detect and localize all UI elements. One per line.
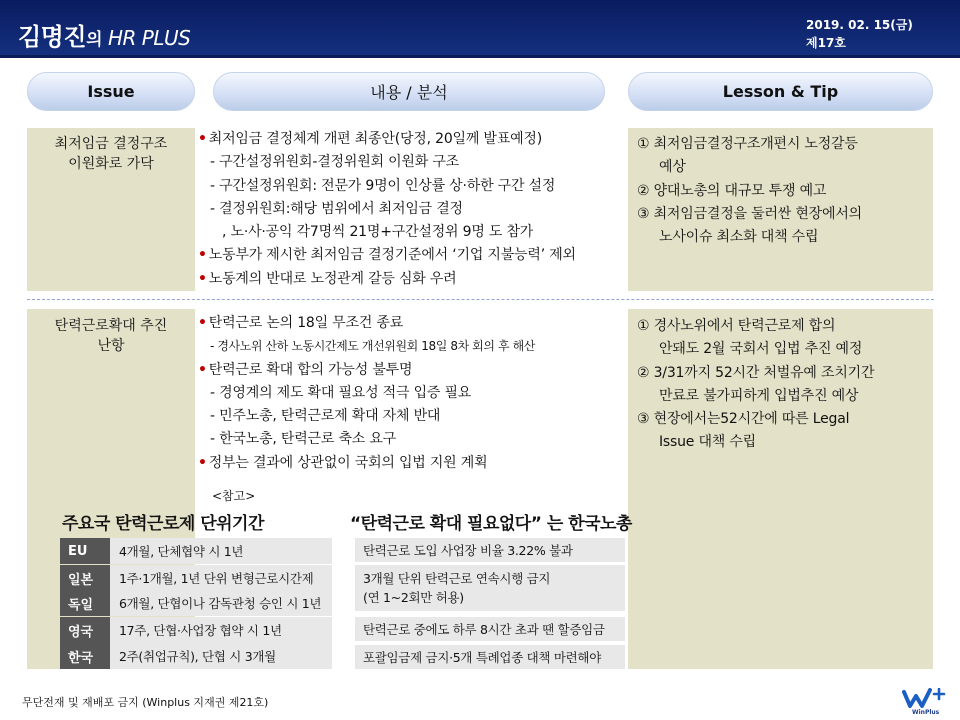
lesson-line: ② 3/31까지 52시간 처벌유예 조치기간: [637, 364, 875, 381]
country-cell: 한국: [60, 643, 110, 669]
lesson-line: 노사이슈 최소화 대책 수립: [659, 229, 819, 246]
period-cell: 17주, 단협·사업장 협약 시 1년: [119, 623, 282, 638]
period-cell: 6개월, 단협이나 감독관청 승인 시 1년: [119, 596, 322, 611]
country-row: [60, 538, 332, 564]
newsletter-title: [18, 17, 190, 52]
issue-line: 난항: [97, 338, 125, 354]
union-point: 탄력근로 도입 사업장 비율 3.22% 불과: [355, 538, 625, 562]
lesson-line: 예상: [659, 159, 686, 176]
analysis-line: - 한국노총, 탄력근로 축소 요구: [210, 431, 396, 448]
column-header-analysis: 내용 / 분석: [213, 72, 605, 111]
country-row: [60, 590, 332, 616]
country-cell: EU: [60, 538, 110, 564]
bullet-icon: •: [198, 270, 207, 287]
analysis-line: • 최저임금 결정체계 개편 최종안(당정, 20일께 발표예정): [198, 131, 542, 147]
period-cell: 1주·1개월, 1년 단위 변형근로시간제: [119, 571, 314, 586]
country-row: [60, 617, 332, 643]
country-table-title: 주요국 탄력근로제 단위기간: [62, 514, 264, 534]
brand-name: HR PLUS: [108, 26, 191, 50]
header-bar: [0, 0, 960, 58]
copyright-notice: 무단전재 및 재배포 금지 (Winplus 지재권 제21호): [22, 696, 269, 709]
analysis-line: - 결정위원회:해당 범위에서 최저임금 결정: [210, 200, 463, 217]
country-row: [60, 565, 332, 591]
analysis-line: • 탄력근로 논의 18일 무조건 종료: [198, 315, 404, 331]
lesson-list-2: [637, 315, 874, 455]
lesson-line: ③ 현장에서는52시간에 따른 Legal: [637, 411, 850, 428]
bullet-icon: •: [198, 131, 207, 147]
analysis-1: [198, 128, 576, 291]
bullet-icon: •: [198, 315, 207, 331]
title-particle: 의: [86, 30, 102, 50]
column-header-lesson: Lesson & Tip: [628, 72, 933, 111]
issue-date-block: [806, 16, 913, 52]
union-point: 포괄임금제 금지·5개 특례업종 대책 마련해야: [355, 645, 625, 669]
bullet-icon: •: [198, 361, 207, 378]
lesson-line: 안돼도 2월 국회서 입법 추진 예정: [659, 341, 863, 358]
column-header-issue: Issue: [27, 72, 195, 111]
svg-text:WinPlus: WinPlus: [912, 709, 940, 716]
reference-label: <참고>: [212, 489, 256, 503]
analysis-line: • 정부는 결과에 상관없이 국회의 입법 지원 계획: [198, 454, 488, 471]
lesson-line: ① 경사노위에서 탄력근로제 합의: [637, 318, 836, 334]
lesson-line: ① 최저임금결정구조개편시 노정갈등: [637, 136, 858, 152]
issue-line: 최저임금 결정구조: [54, 136, 168, 152]
reference-tables: [60, 503, 632, 673]
union-table-title: “탄력근로 확대 필요없다” 는 한국노총: [350, 514, 632, 534]
lesson-line: 만료로 불가피하게 입법추진 예상: [659, 387, 859, 404]
lesson-line: Issue 대책 수립: [659, 434, 756, 451]
winplus-logo-icon: [900, 688, 950, 716]
analysis-line: • 노동부가 제시한 최저임금 결정기준에서 ‘기업 지불능력’ 제외: [198, 247, 576, 264]
analysis-line: - 경영계의 제도 확대 필요성 적극 입증 필요: [210, 384, 472, 401]
author-name: 김명진: [18, 23, 87, 51]
issue-number: 제17호: [806, 36, 846, 50]
issue-line: 이원화로 가닥: [68, 156, 154, 172]
union-point: 3개월 단위 탄력근로 연속시행 금지 (연 1~2회만 허용): [355, 565, 625, 611]
lesson-line: ② 양대노총의 대규모 투쟁 예고: [637, 182, 827, 199]
country-cell: 독일: [60, 590, 110, 616]
analysis-line: - 구간설정위원회-결정위원회 이원화 구조: [210, 154, 459, 171]
section-divider: [27, 299, 934, 300]
issue-text-1: [27, 134, 195, 174]
issue-text-2: [27, 316, 195, 356]
period-cell: 4개월, 단체협약 시 1년: [119, 544, 244, 559]
country-cell: 영국: [60, 617, 110, 643]
analysis-line: - 구간설정위원회: 전문가 9명이 인상률 상·하한 구간 설정: [210, 177, 556, 194]
country-cell: 일본: [60, 565, 110, 591]
lesson-line: ③ 최저임금결정을 둘러싼 현장에서의: [637, 205, 862, 222]
analysis-line: - 경사노위 산하 노동시간제도 개선위원회 18일 8차 회의 후 해산: [210, 339, 535, 354]
winplus-logo: [900, 688, 950, 716]
union-point: 탄력근로 중에도 하루 8시간 초과 땐 할증임금: [355, 617, 625, 641]
period-cell: 2주(취업규칙), 단협 시 3개월: [119, 649, 276, 664]
analysis-line: , 노·사·공익 각7명씩 21명+구간설정위 9명 도 참가: [222, 224, 534, 241]
bullet-icon: •: [198, 454, 207, 471]
analysis-line: - 민주노총, 탄력근로제 확대 자체 반대: [210, 408, 441, 425]
issue-date: 2019. 02. 15(금): [806, 18, 913, 32]
country-row: [60, 643, 332, 669]
bullet-icon: •: [198, 247, 207, 264]
analysis-line: • 탄력근로 확대 합의 가능성 불투명: [198, 361, 413, 378]
lesson-list-1: [637, 133, 862, 249]
issue-line: 탄력근로확대 추진: [54, 318, 168, 334]
analysis-2: [198, 312, 535, 475]
analysis-line: • 노동계의 반대로 노정관계 갈등 심화 우려: [198, 270, 457, 287]
